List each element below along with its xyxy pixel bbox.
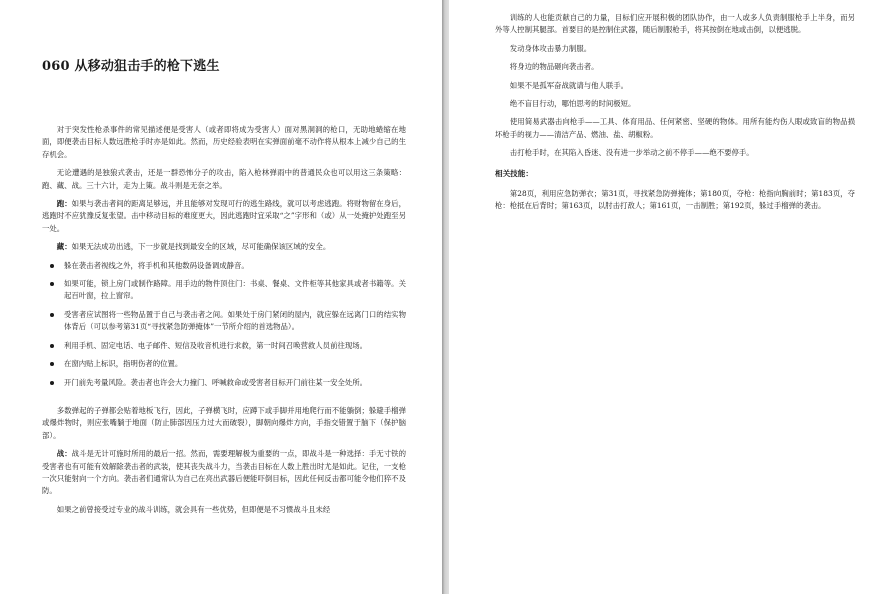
paragraph-never-stop: 击打枪手时，在其陷入昏迷、没有进一步举动之前不停手——绝不要停手。 [509,148,754,158]
hide-lead: 藏： [56,242,72,252]
paragraph-strategy: 无论遭遇的是独狼式袭击，还是一群恐怖分子的攻击，陷入枪林弹雨中的普通民众也可以用这三条策略：跑、藏、战。三十六计，走为上策。战斗则是无奈之举。 [42,168,406,190]
paragraph-run [42,198,406,235]
bullet-dot-icon [50,264,54,268]
list-item: 如果可能，锁上房门或制作路障。用手边的物件顶住门：书桌、餐桌、文件柜等其他家具或者书籍等。关起百叶窗，拉上窗帘。 [64,278,406,303]
run-lead: 跑： [56,199,72,209]
list-item: 受害者应试图将一些物品置于自己与袭击者之间。如果处于房门紧闭的屋内，就应躲在远离门口的结实物体背后（可以参考第31页“寻找紧急防弹掩体”一节所介绍的首选物品）。 [64,309,406,334]
hide-bullet-list [42,260,406,389]
left-page [0,0,442,594]
bullet-dot-icon [50,282,54,286]
paragraph-bullets-floor: 多数弹起的子弹都会贴着地板飞行，因此，子弹横飞时，应蹲下或手脚并用地爬行而不能躺倒；躲避手榴弹或爆炸物时，则应张嘴躺于地面（防止肺部因压力过大而破裂），脚朝向爆炸方向，手指交错置于脑下（保护脑部）。 [42,405,406,440]
bullet-dot-icon [50,362,54,366]
paragraph-intro: 对于突发性枪杀事件的常见描述便是受害人（或者即将成为受害人）面对黑洞洞的枪口，无助地蜷缩在地面，即便袭击目标人数远胜枪手时亦是如此。然而，历史经验表明在实弹面前毫不动作将从根本上减少自己的生存机会。 [42,125,406,159]
fight-text: 战斗是无计可施时所用的最后一招。然而，需要理解极为重要的一点，即战斗是一种选择：手无寸铁的受害者也有可能有效解除袭击者的武装，使其丧失战斗力，当袭击目标在人数上胜出时尤是如此。记住，一支枪一次只能射向一个方向。袭击者们通常认为自己在亮出武器后便能吓倒目标，因此任何反击都可能令他们猝不及防。 [42,449,406,496]
list-item: 在窗内贴上标识，指明伤者的位置。 [64,358,406,370]
paragraph-improvised-weapons: 使用简易武器击向枪手——工具、体育用品、任何紧密、坚硬的物体。用所有能灼伤人眼或致盲的物品损坏枪手的视力——清洁产品、燃油、盐、胡椒粉。 [495,117,855,139]
paragraph-training: 如果之前曾接受过专业的战斗训练，就会具有一些优势，但即便是不习惯战斗且未经 [56,504,331,514]
book-gutter [442,0,449,594]
bullet-dot-icon [50,313,54,317]
list-item: 利用手机、固定电话、电子邮件、短信及收音机进行求救，第一时间召唤营救人员前往现场。 [64,340,406,352]
run-text: 如果与袭击者间的距离足够远，并且能够对发现可行的逃生路线，就可以考虑逃跑。将财物留在身后，逃跑时不应犹豫反复张望。击中移动目标的难度更大，因此逃跑时宜采取“之”字形和（或）从一处掩护处跑至另一处。 [42,199,406,233]
paragraph-hide [42,241,406,253]
related-skills-heading: 相关技能： [495,168,533,178]
page-title: 060 从移动狙击手的枪下逃生 [42,59,220,74]
paragraph-throw: 将身边的物品砸向袭击者。 [509,62,599,72]
paragraph-team-up: 如果不是孤军奋战就请与他人联手。 [509,80,629,90]
fight-lead: 战： [56,449,72,459]
paragraph-no-blind: 绝不盲目行动，哪怕思考的时间极短。 [509,99,636,109]
list-item: 躲在袭击者视线之外，将手机和其他数码设备调成静音。 [64,260,406,272]
paragraph-fight [42,448,406,498]
bullet-dot-icon [50,344,54,348]
related-skills-text: 第28页，利用应急防弹衣；第31页，寻找紧急防弹掩体；第180页，夺枪：枪指向胸前时；第183页，夺枪：枪抵在后背时；第163页，以肘击打敌人；第161页，一击制胜；第192页，躲过手榴弹的袭击。 [495,188,855,211]
bullet-dot-icon [50,381,54,385]
right-body [495,12,855,212]
left-body [42,124,406,516]
paragraph-teamwork: 训练的人也能贡献自己的力量，目标们应开展积极的团队协作，由一人或多人负责制服枪手上半身，而另外等人控制其腿部。首要目的是控制住武器，随后制服枪手，将其按倒在地或击倒，以便逃脱。 [495,13,855,35]
right-page [449,0,895,594]
paragraph-attack: 发动身体攻击暴力制服。 [509,43,592,53]
list-item: 开门前先考量风险。袭击者也许会大力撞门、呼喊救命或受害者目标开门前往某一安全处所。 [64,377,406,389]
hide-text: 如果无法成功出逃，下一步就是找到最安全的区域，尽可能确保该区域的安全。 [71,242,331,252]
